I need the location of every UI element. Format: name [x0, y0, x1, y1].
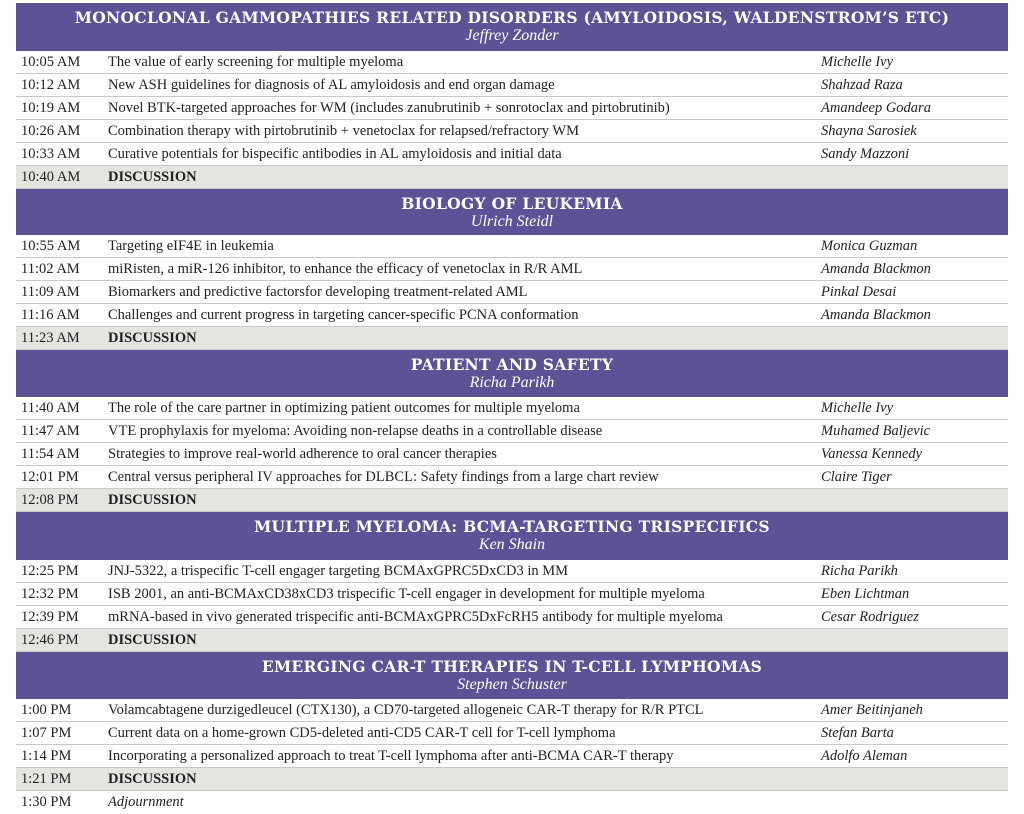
talk-time: 10:19 AM	[21, 100, 81, 116]
talk-speaker: Monica Guzman	[821, 238, 918, 254]
discussion-label: DISCUSSION	[108, 330, 197, 346]
talk-title: Biomarkers and predictive factorsfor developing treatment-related AML	[108, 284, 528, 300]
section-chair: Jeffrey Zonder	[465, 27, 559, 44]
talk-title: Combination therapy with pirtobrutinib + venetoclax for relapsed/refractory WM	[108, 123, 579, 139]
talk-row	[16, 606, 1008, 629]
talk-speaker: Claire Tiger	[821, 469, 892, 485]
talk-row	[16, 281, 1008, 304]
talk-title: mRNA-based in vivo generated trispecific anti-BCMAxGPRC5DxFcRH5 antibody for multiple myeloma	[108, 609, 723, 625]
talk-row	[16, 420, 1008, 443]
discussion-label: DISCUSSION	[108, 771, 197, 787]
talk-row	[16, 699, 1008, 722]
talk-row	[16, 74, 1008, 97]
talk-speaker: Amanda Blackmon	[821, 307, 931, 323]
talk-row	[16, 143, 1008, 166]
talk-time: 12:32 PM	[21, 586, 79, 602]
talk-title: New ASH guidelines for diagnosis of AL amyloidosis and end organ damage	[108, 77, 555, 93]
talk-speaker: Pinkal Desai	[821, 284, 897, 300]
talk-time: 11:40 AM	[21, 400, 80, 416]
talk-row	[16, 722, 1008, 745]
talk-speaker: Richa Parikh	[821, 563, 898, 579]
talk-time: 11:16 AM	[21, 307, 80, 323]
discussion-time: 10:40 AM	[21, 169, 81, 185]
talk-speaker: Muhamed Baljevic	[821, 423, 931, 439]
section-header	[16, 3, 1008, 51]
talk-row	[16, 258, 1008, 281]
section-title: PATIENT AND SAFETY	[410, 355, 614, 374]
talk-time: 10:05 AM	[21, 54, 81, 70]
adjournment-row	[16, 791, 1008, 814]
section-header	[16, 350, 1008, 397]
session-section	[16, 189, 1008, 350]
talk-title: miRisten, a miR-126 inhibitor, to enhance the efficacy of venetoclax in R/R AML	[108, 261, 583, 277]
section-chair: Richa Parikh	[469, 374, 555, 391]
talk-title: Challenges and current progress in targeting cancer-specific PCNA conformation	[108, 307, 579, 323]
talk-title: The role of the care partner in optimizing patient outcomes for multiple myeloma	[108, 400, 580, 416]
section-header	[16, 652, 1008, 699]
talk-time: 11:02 AM	[21, 261, 80, 277]
talk-time: 10:12 AM	[21, 77, 81, 93]
session-section	[16, 350, 1008, 512]
talk-speaker: Shayna Sarosiek	[821, 123, 917, 139]
talk-row	[16, 397, 1008, 420]
discussion-time: 12:08 PM	[21, 492, 79, 508]
talk-row	[16, 97, 1008, 120]
talk-speaker: Amanda Blackmon	[821, 261, 931, 277]
section-header	[16, 189, 1008, 235]
talk-time: 10:26 AM	[21, 123, 81, 139]
discussion-time: 1:21 PM	[21, 771, 72, 787]
talk-time: 1:00 PM	[21, 702, 72, 718]
talk-time: 11:47 AM	[21, 423, 80, 439]
talk-title: Volamcabtagene durzigedleucel (CTX130), a CD70-targeted allogeneic CAR-T therapy for R/R PTCL	[108, 702, 704, 718]
talk-time: 12:01 PM	[21, 469, 79, 485]
talk-time: 1:07 PM	[21, 725, 72, 741]
talk-title: Curative potentials for bispecific antibodies in AL amyloidosis and initial data	[108, 146, 562, 162]
session-section	[16, 512, 1008, 652]
section-chair: Ken Shain	[478, 536, 546, 553]
session-section	[16, 652, 1008, 791]
talk-time: 12:39 PM	[21, 609, 79, 625]
talk-title: Current data on a home-grown CD5-deleted anti-CD5 CAR-T cell for T-cell lymphoma	[108, 725, 616, 741]
section-chair: Stephen Schuster	[457, 676, 567, 693]
discussion-row	[16, 768, 1008, 791]
talk-title: Central versus peripheral IV approaches for DLBCL: Safety findings from a large chart review	[108, 469, 659, 485]
section-title: MONOCLONAL GAMMOPATHIES RELATED DISORDERS (AMYLOIDOSIS, WALDENSTROM’S ETC)	[74, 8, 950, 27]
section-title: MULTIPLE MYELOMA: BCMA-TARGETING TRISPECIFICS	[254, 517, 770, 536]
discussion-row	[16, 629, 1008, 652]
section-title: BIOLOGY OF LEUKEMIA	[401, 194, 623, 213]
section-chair: Ulrich Steidl	[470, 213, 554, 230]
talk-row	[16, 51, 1008, 74]
discussion-row	[16, 327, 1008, 350]
adjournment-time: 1:30 PM	[21, 794, 72, 810]
talk-row	[16, 443, 1008, 466]
talk-speaker: Vanessa Kennedy	[821, 446, 923, 462]
talk-row	[16, 120, 1008, 143]
talk-speaker: Shahzad Raza	[821, 77, 903, 93]
talk-time: 10:33 AM	[21, 146, 81, 162]
adjournment-label: Adjournment	[108, 794, 184, 810]
talk-speaker: Amer Beitinjaneh	[821, 702, 923, 718]
talk-row	[16, 304, 1008, 327]
discussion-label: DISCUSSION	[108, 492, 197, 508]
talk-title: Incorporating a personalized approach to treat T-cell lymphoma after anti-BCMA CAR-T therapy	[108, 748, 674, 764]
talk-title: ISB 2001, an anti-BCMAxCD38xCD3 trispecific T-cell engager in development for multiple myeloma	[108, 586, 705, 602]
talk-title: The value of early screening for multiple myeloma	[108, 54, 404, 70]
discussion-time: 11:23 AM	[21, 330, 80, 346]
talk-row	[16, 235, 1008, 258]
talk-speaker: Eben Lichtman	[821, 586, 910, 602]
section-header	[16, 512, 1008, 560]
talk-time: 11:09 AM	[21, 284, 80, 300]
talk-title: Novel BTK-targeted approaches for WM (includes zanubrutinib + sonrotoclax and pirtobrutinib)	[108, 100, 670, 116]
talk-speaker: Adolfo Aleman	[821, 748, 908, 764]
talk-speaker: Cesar Rodriguez	[821, 609, 919, 625]
talk-time: 10:55 AM	[21, 238, 81, 254]
talk-title: Strategies to improve real-world adherence to oral cancer therapies	[108, 446, 497, 462]
discussion-time: 12:46 PM	[21, 632, 79, 648]
talk-speaker: Michelle Ivy	[821, 54, 894, 70]
talk-speaker: Stefan Barta	[821, 725, 894, 741]
talk-speaker: Sandy Mazzoni	[821, 146, 910, 162]
discussion-label: DISCUSSION	[108, 632, 197, 648]
discussion-label: DISCUSSION	[108, 169, 197, 185]
talk-row	[16, 560, 1008, 583]
talk-speaker: Michelle Ivy	[821, 400, 894, 416]
talk-title: JNJ-5322, a trispecific T-cell engager targeting BCMAxGPRC5DxCD3 in MM	[108, 563, 569, 579]
talk-time: 1:14 PM	[21, 748, 72, 764]
talk-time: 12:25 PM	[21, 563, 79, 579]
talk-speaker: Amandeep Godara	[821, 100, 931, 116]
talk-time: 11:54 AM	[21, 446, 80, 462]
talk-row	[16, 745, 1008, 768]
talk-row	[16, 466, 1008, 489]
discussion-row	[16, 166, 1008, 189]
session-section	[16, 3, 1008, 189]
agenda-schedule	[16, 3, 1008, 814]
section-title: EMERGING CAR-T THERAPIES IN T-CELL LYMPHOMAS	[261, 657, 763, 676]
discussion-row	[16, 489, 1008, 512]
talk-row	[16, 583, 1008, 606]
talk-title: Targeting eIF4E in leukemia	[108, 238, 274, 254]
talk-title: VTE prophylaxis for myeloma: Avoiding non-relapse deaths in a controllable disease	[108, 423, 603, 439]
